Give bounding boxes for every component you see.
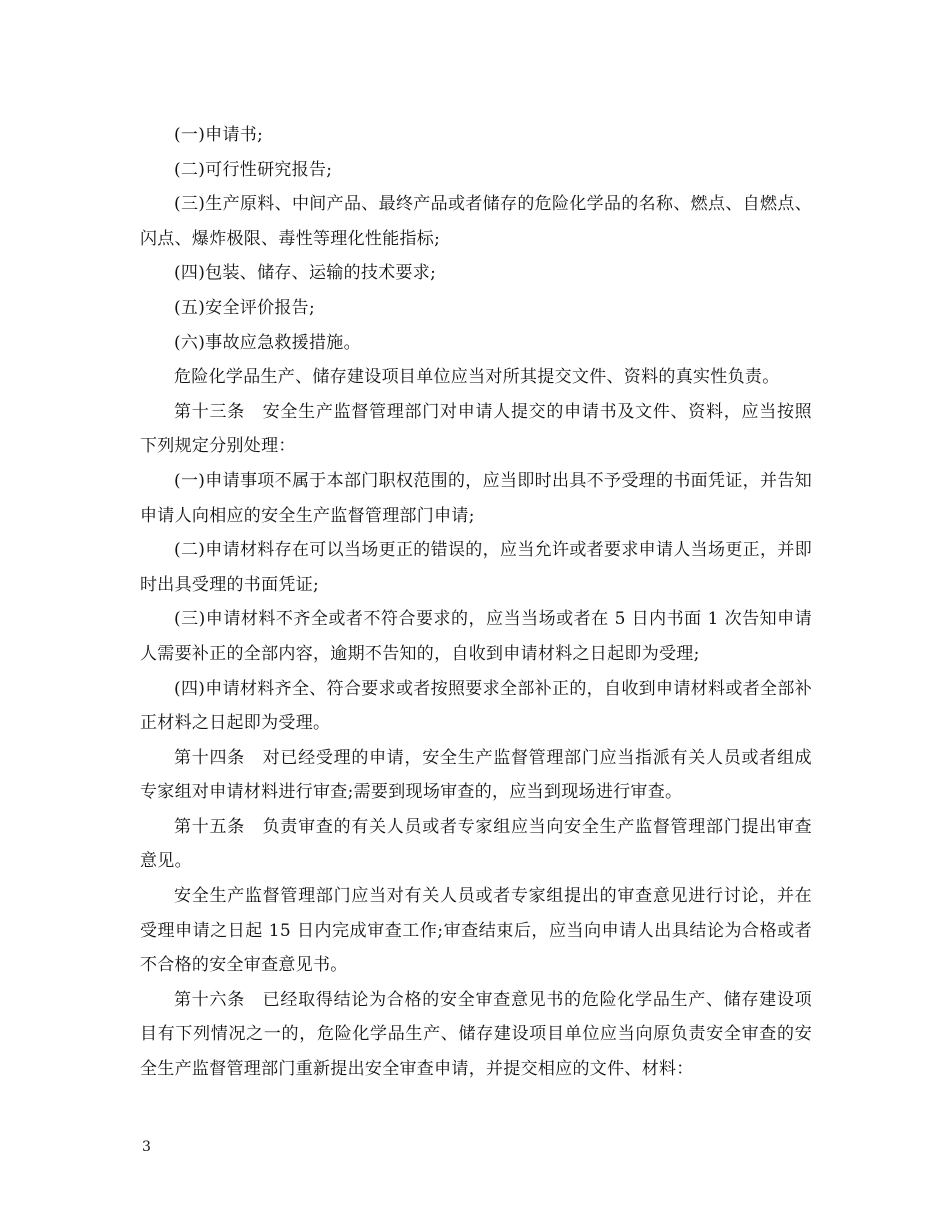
article-15: 第十五条 负责审查的有关人员或者专家组应当向安全生产监督管理部门提出审查意见。 bbox=[140, 816, 812, 872]
paragraph-responsibility: 危险化学品生产、储存建设项目单位应当对所其提交文件、资料的真实性负责。 bbox=[174, 367, 780, 388]
page-number: 3 bbox=[142, 1139, 151, 1155]
paragraph-item-3: (三)生产原料、中间产品、最终产品或者储存的危险化学品的名称、燃点、自燃点、闪点、爆炸极限、毒性等理化性能指标; bbox=[140, 194, 812, 249]
paragraph-item-5: (五)安全评价报告; bbox=[174, 297, 315, 318]
article-13-item-2: (二)申请材料存在可以当场更正的错误的，应当允许或者要求申请人当场更正，并即时出具受理的书面凭证; bbox=[140, 540, 812, 595]
paragraph-item-2: (二)可行性研究报告; bbox=[174, 159, 333, 180]
article-16: 第十六条 已经取得结论为合格的安全审查意见书的危险化学品生产、储存建设项目有下列情况之一的，危险化学品生产、储存建设项目单位应当向原负责安全审查的安全生产监督管理部门重新提出安全审查申请，并提交相应的文件、材料： bbox=[140, 989, 812, 1080]
paragraph-item-6: (六)事故应急救援措施。 bbox=[174, 332, 361, 353]
article-13-item-3: (三)申请材料不齐全或者不符合要求的，应当当场或者在 5 日内书面 1 次告知申请人需要补正的全部内容，逾期不告知的，自收到申请材料之日起即为受理; bbox=[140, 609, 812, 664]
article-14: 第十四条 对已经受理的申请，安全生产监督管理部门应当指派有关人员或者组成专家组对申请材料进行审查;需要到现场审查的，应当到现场进行审查。 bbox=[140, 747, 812, 803]
article-13-item-1: (一)申请事项不属于本部门职权范围的，应当即时出具不予受理的书面凭证，并告知申请人向相应的安全生产监督管理部门申请; bbox=[140, 470, 812, 526]
article-13-item-4: (四)申请材料齐全、符合要求或者按照要求全部补正的，自收到申请材料或者全部补正材料之日起即为受理。 bbox=[140, 678, 812, 734]
document-body bbox=[140, 118, 812, 1087]
paragraph-item-1: (一)申请书; bbox=[174, 125, 264, 145]
article-15-paragraph-2: 安全生产监督管理部门应当对有关人员或者专家组提出的审查意见进行讨论，并在受理申请之日起 15 日内完成审查工作;审查结束后，应当向申请人出具结论为合格或者不合格的安全审查意见书。 bbox=[140, 886, 812, 976]
article-13: 第十三条 安全生产监督管理部门对申请人提交的申请书及文件、资料，应当按照下列规定分别处理： bbox=[140, 401, 812, 457]
paragraph-item-4: (四)包装、储存、运输的技术要求; bbox=[174, 263, 437, 284]
